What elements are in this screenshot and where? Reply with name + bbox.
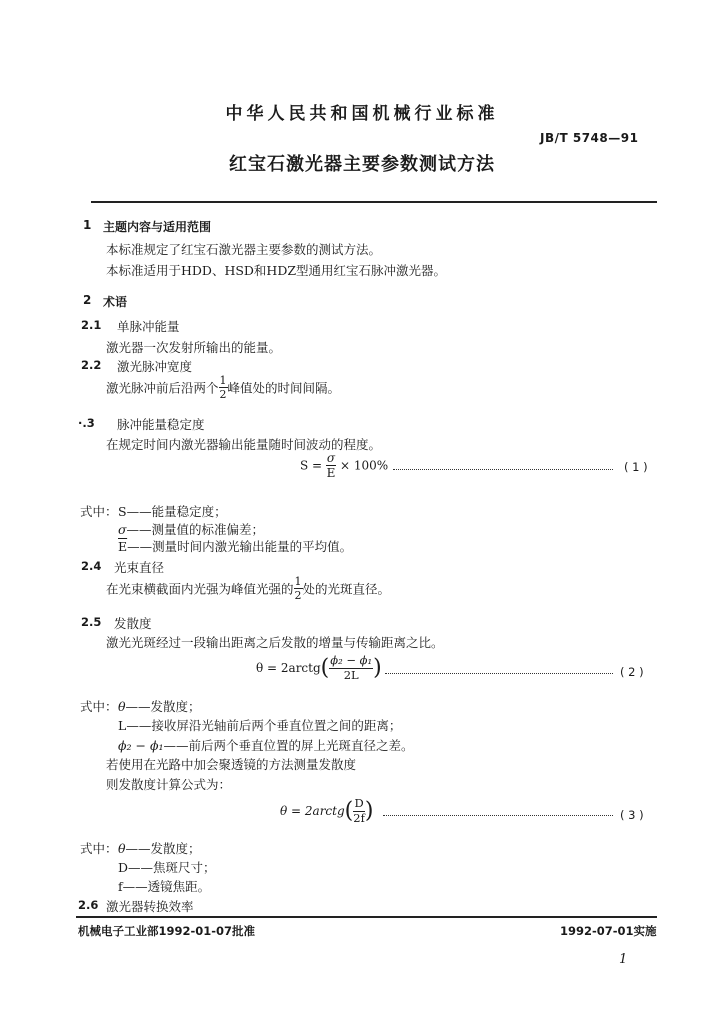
where-1-item-e	[118, 537, 352, 555]
equation-3-open-paren: (	[344, 798, 354, 824]
half-fraction-2	[294, 576, 303, 601]
where-3-item-f	[118, 877, 210, 895]
equation-1-numerator: σ	[326, 451, 336, 465]
symbol-s-meaning: ——能量稳定度；	[126, 504, 227, 519]
symbol-s: S	[118, 504, 127, 519]
where-3-item-d	[118, 858, 216, 876]
clause-2-1-number: 2.1	[81, 318, 102, 332]
equation-2-fraction	[329, 655, 373, 681]
clause-2-5-definition: 激光光斑经过一段输出距离之后发散的增量与传输距离之比。	[106, 635, 444, 650]
equation-1-leader	[393, 469, 613, 470]
equation-2-number: ( 2 )	[620, 665, 644, 679]
equation-1	[300, 452, 388, 479]
equation-3-fraction	[353, 798, 365, 824]
clause-2-6-number: 2.6	[78, 898, 99, 912]
note-line-2: 则发散度计算公式为：	[106, 777, 232, 792]
clause-2-4-text-a: 在光束横截面内光强为峰值光强的	[106, 581, 294, 597]
fraction-denominator: 2	[219, 388, 227, 401]
section-1-number: 1	[83, 218, 92, 232]
standard-code: JB/T 5748—91	[540, 131, 639, 145]
symbol-l-meaning: ——接收屏沿光轴前后两个垂直位置之间的距离；	[126, 718, 402, 733]
clause-2-5-title: 发散度	[114, 616, 152, 631]
symbol-f: f	[118, 879, 123, 894]
clause-2-1-definition: 激光器一次发射所输出的能量。	[106, 340, 282, 355]
half-fraction	[219, 375, 228, 400]
symbol-phi-difference: ϕ₂ − ϕ₁	[118, 738, 164, 753]
page-number: 1	[619, 952, 628, 967]
where-2-item-l	[118, 716, 401, 734]
clause-2-2-text-b: 峰值处的时间间隔。	[227, 380, 341, 396]
symbol-l: L	[118, 718, 127, 733]
footer-rule	[76, 916, 657, 918]
equation-3-denominator: 2f	[353, 810, 365, 825]
equation-3-number: ( 3 )	[620, 808, 644, 822]
clause-2-4-text-b: 处的光斑直径。	[302, 581, 391, 597]
fraction-numerator: 1	[219, 374, 227, 387]
clause-2-4-title: 光束直径	[114, 560, 165, 575]
equation-2-leader	[385, 673, 613, 674]
where-2-item-phi	[118, 736, 414, 754]
clause-2-3-definition: 在规定时间内激光器输出能量随时间波动的程度。	[106, 437, 382, 452]
equation-3-close-paren: )	[364, 798, 374, 824]
section-2-number: 2	[83, 293, 92, 307]
equation-2-lhs: θ = 2arctg	[256, 661, 321, 675]
document-title: 红宝石激光器主要参数测试方法	[229, 154, 495, 175]
clause-2-2-text-a: 激光脉冲前后沿两个	[106, 380, 219, 396]
effective-date: 1992-07-01实施	[560, 924, 657, 938]
equation-3-leader	[383, 815, 613, 816]
clause-2-4-number: 2.4	[81, 559, 102, 573]
where-label-1: 式中：	[80, 504, 118, 519]
where-3-item-theta	[118, 839, 201, 857]
symbol-sigma: σ	[118, 522, 127, 537]
equation-2-close-paren: )	[373, 655, 382, 681]
where-label-3: 式中：	[80, 841, 118, 856]
clause-2-1-title: 单脉冲能量	[117, 319, 180, 334]
header-rule	[91, 201, 657, 203]
where-label-2: 式中：	[80, 699, 118, 714]
fraction-denominator-2: 2	[294, 589, 302, 602]
note-line-1: 若使用在光路中加会聚透镜的方法测量发散度	[106, 757, 357, 772]
symbol-theta-2-meaning: ——发散度；	[125, 841, 201, 856]
symbol-theta: θ	[118, 699, 126, 714]
org-title: 中华人民共和国机械行业标准	[225, 104, 499, 124]
where-2-item-theta	[118, 697, 201, 715]
symbol-f-meaning: ——透镜焦距。	[122, 879, 211, 894]
clause-2-2-number: 2.2	[81, 358, 102, 372]
equation-2-open-paren: (	[320, 655, 330, 681]
symbol-theta-meaning: ——发散度；	[125, 699, 201, 714]
clause-2-6-title: 激光器转换效率	[106, 899, 194, 914]
symbol-sigma-meaning: ——测量值的标准偏差；	[126, 522, 265, 537]
approval-note: 机械电子工业部1992-01-07批准	[78, 924, 256, 938]
equation-1-denominator: E	[326, 466, 336, 480]
equation-1-rhs: × 100%	[339, 458, 389, 473]
equation-3	[280, 798, 373, 824]
where-1-item-sigma	[118, 520, 264, 538]
symbol-e-meaning: ——测量时间内激光输出能量的平均值。	[127, 539, 353, 554]
section-1-title: 主题内容与适用范围	[103, 220, 212, 234]
equation-1-lhs: S =	[300, 458, 323, 473]
clause-2-5-number: 2.5	[81, 615, 102, 629]
clause-2-3-number: ·.3	[78, 416, 95, 430]
equation-3-numerator: D	[354, 796, 364, 810]
clause-2-2-definition	[106, 375, 340, 400]
clause-2-2-title: 激光脉冲宽度	[117, 359, 193, 374]
equation-2-numerator: ϕ₂ − ϕ₁	[330, 653, 373, 667]
symbol-d: D	[118, 860, 129, 875]
equation-3-lhs: θ = 2arctg	[280, 804, 345, 818]
symbol-theta-2: θ	[118, 841, 126, 856]
fraction-numerator-2: 1	[294, 575, 302, 588]
equation-1-number: ( 1 )	[624, 460, 648, 474]
section-2-title: 术语	[103, 295, 128, 309]
clause-2-3-title: 脉冲能量稳定度	[117, 417, 205, 432]
symbol-e: $\overline{E}$	[118, 539, 128, 554]
equation-2	[256, 655, 382, 681]
equation-2-denominator: 2L	[343, 667, 359, 682]
section-1-paragraph-1: 本标准规定了红宝石激光器主要参数的测试方法。	[106, 242, 382, 257]
equation-1-fraction	[326, 452, 336, 479]
clause-2-4-definition	[106, 576, 390, 601]
section-1-paragraph-2: 本标准适用于HDD、HSD和HDZ型通用红宝石脉冲激光器。	[106, 263, 447, 278]
symbol-d-meaning: ——焦斑尺寸；	[128, 860, 216, 875]
where-1-item-s	[118, 502, 227, 520]
symbol-phi-meaning: ——前后两个垂直位置的屏上光斑直径之差。	[163, 738, 414, 753]
